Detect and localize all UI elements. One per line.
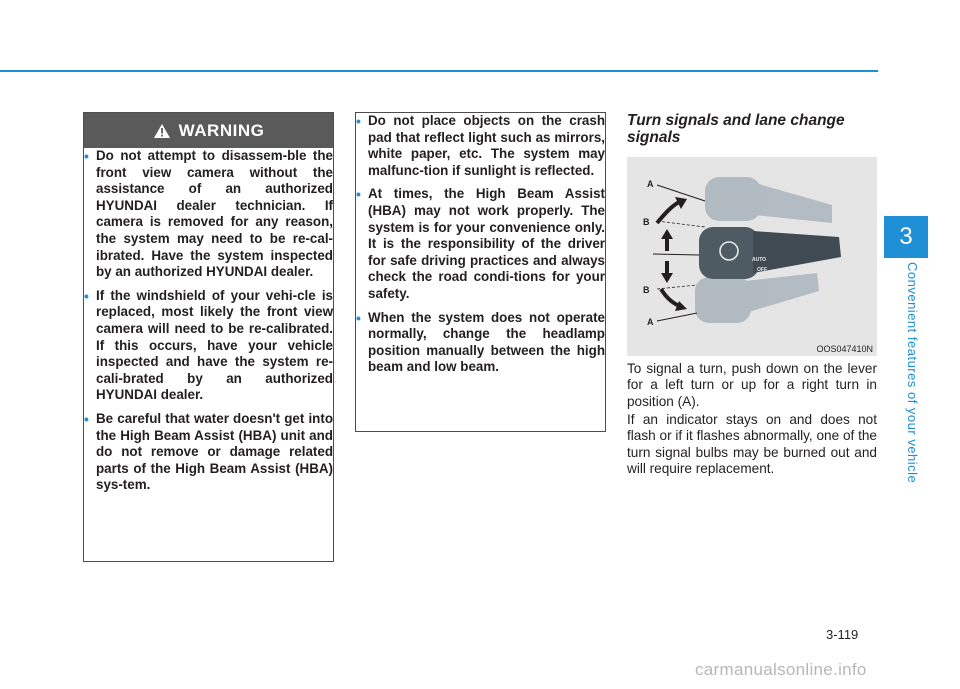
warning-title: WARNING xyxy=(178,120,265,140)
figure-label-b: B xyxy=(643,217,650,227)
warning-continued-box xyxy=(355,112,606,432)
turn-signal-lever-illustration xyxy=(627,157,877,356)
warning-box xyxy=(83,112,334,562)
warning-item: • Do not place objects on the crash pad that reflect light such as mirrors, white paper, etc. The system may malfunc-tion if sunlight is reflected. xyxy=(356,113,605,179)
warning-item: • At times, the High Beam Assist (HBA) may not work properly. The system is for your convenience only. It is the responsibility of the driver for safe driving practices and always check the road condi-tions for your safety. xyxy=(356,186,605,302)
switch-label-off: OFF xyxy=(757,267,767,273)
figure-label-a: A xyxy=(647,317,654,327)
page-number: 3-119 xyxy=(826,627,859,642)
chapter-title: Convenient features of your vehicle xyxy=(905,262,920,484)
turn-signal-figure xyxy=(627,157,877,356)
warning-header xyxy=(84,113,333,148)
warning-icon xyxy=(153,123,171,139)
warning-continued-list xyxy=(356,113,605,376)
warning-item: • If the windshield of your vehi-cle is replaced, most likely the front view camera will need to be re-calibrated. If this occurs, have your vehicle inspected and have the system re-cali-brated by an authorized HYUNDAI dealer. xyxy=(84,288,333,404)
warning-item: • Do not attempt to disassem-ble the front view camera without the assistance of an authorized HYUNDAI dealer technician. If camera is removed for any reason, the system may need to be re-cal-ibrated. Have the system inspected by an authorized HYUNDAI dealer. xyxy=(84,148,333,281)
figure-code: OOS047410N xyxy=(816,344,873,354)
figure-label-a: A xyxy=(647,179,654,189)
section-title: Turn signals and lane change signals xyxy=(627,112,845,146)
chapter-tab: 3 xyxy=(884,216,928,258)
warning-item: • Be careful that water doesn't get into the High Beam Assist (HBA) unit and do not remove or damage related parts of the High Beam Assist (HBA) sys-tem. xyxy=(84,411,333,494)
warning-list xyxy=(84,148,333,494)
body-paragraph: To signal a turn, push down on the lever for a left turn or up for a right turn in position (A). xyxy=(627,361,877,409)
watermark: carmanualsonline.info xyxy=(695,660,867,679)
switch-label-auto: AUTO xyxy=(752,257,767,263)
figure-label-b: B xyxy=(643,285,650,295)
header-rule xyxy=(0,70,878,72)
body-paragraph: If an indicator stays on and does not flash or if it flashes abnormally, one of the turn signal bulbs may be burned out and will require replacement. xyxy=(627,412,877,477)
warning-item: • When the system does not operate normally, change the headlamp position manually between the high beam and low beam. xyxy=(356,310,605,376)
